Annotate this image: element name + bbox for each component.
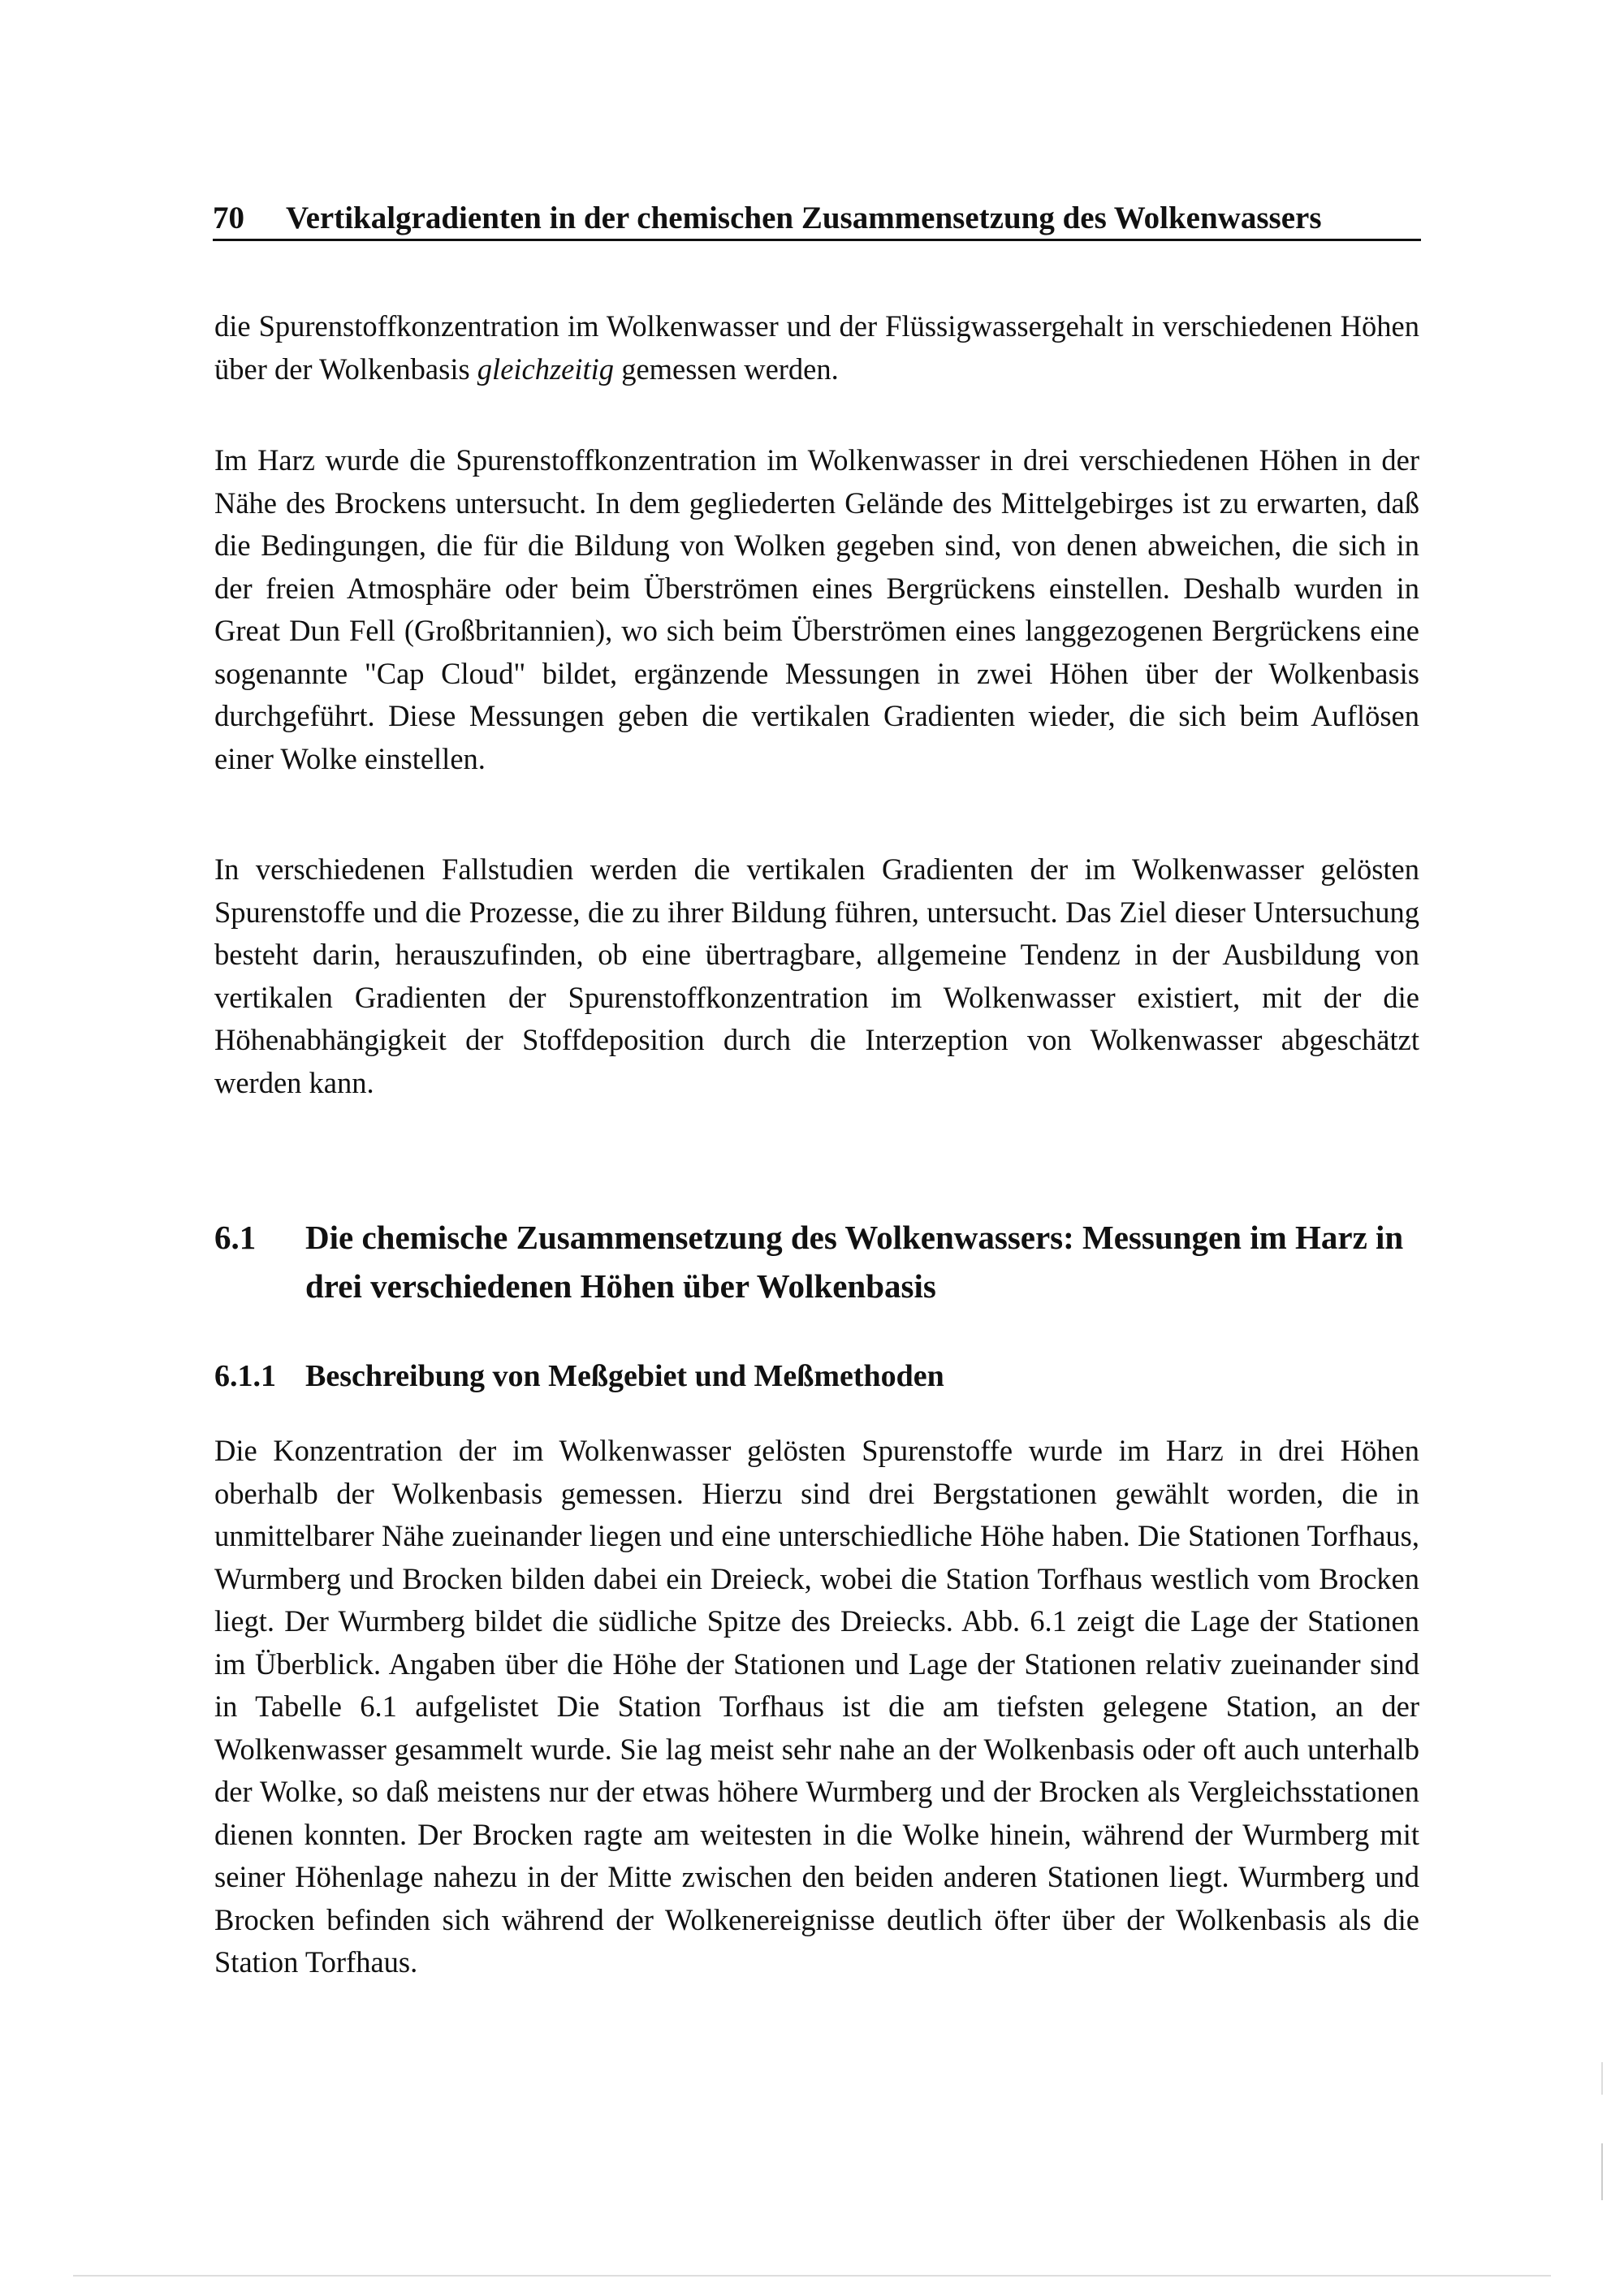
section-title: Die chemische Zusammensetzung des Wolkenwassers: Messungen im Harz in drei verschiedenen Höhen über Wolkenbasis [305, 1219, 1404, 1305]
page-number: 70 [213, 201, 244, 235]
paragraph-1-text-b: gemessen werden. [614, 352, 839, 386]
subsection-title: Beschreibung von Meßgebiet und Meßmethoden [305, 1359, 944, 1393]
paragraph-4: Die Konzentration der im Wolkenwasser gelösten Spurenstoffe wurde im Harz in drei Höhen oberhalb der Wolkenbasis gemessen. Hierzu sind drei Bergstationen gewählt worden, die in unmittelbarer Nähe zueinander liegen und eine unterschiedliche Höhe haben. Die Stationen Torfhaus, Wurmberg und Brocken bilden dabei ein Dreieck, wobei die Station Torfhaus westlich vom Brocken liegt. Der Wurmberg bildet die südliche Spitze des Dreiecks. Abb. 6.1 zeigt die Lage der Stationen im Überblick. Angaben über die Höhe der Stationen und Lage der Stationen relativ zueinander sind in Tabelle 6.1 aufgelistet Die Station Torfhaus ist die am tiefsten gelegene Station, an der Wolkenwasser gesammelt wurde. Sie lag meist sehr nahe an der Wolkenbasis oder oft auch unterhalb der Wolke, so daß meistens nur der etwas höhere Wurmberg und der Brocken als Vergleichsstationen dienen konnten. Der Brocken ragte am weitesten in die Wolke hinein, während der Wurmberg mit seiner Höhenlage nahezu in der Mitte zwischen den beiden anderen Stationen liegt. Wurmberg und Brocken befinden sich während der Wolkenereignisse deutlich öfter über der Wolkenbasis als die Station Torfhaus. [214, 1434, 1419, 1979]
scan-artifact [1601, 2143, 1603, 2200]
paragraph-1 [214, 305, 1419, 391]
paragraph-1-text-a: die Spurenstoffkonzentration im Wolkenwasser und der Flüssigwassergehalt in verschiedenen Höhen über der Wolkenbasis [214, 309, 1419, 386]
paragraph-2: Im Harz wurde die Spurenstoffkonzentration im Wolkenwasser in drei verschiedenen Höhen in der Nähe des Brockens untersucht. In dem gegliederten Gelände des Mittelgebirges ist zu erwarten, daß die Bedingungen, die für die Bildung von Wolken gegeben sind, von denen abweichen, die sich in der freien Atmosphäre oder beim Überströmen eines Bergrückens einstellen. Deshalb wurden in Great Dun Fell (Großbritannien), wo sich beim Überströmen eines langgezogenen Bergrückens eine sogenannte "Cap Cloud" bildet, ergänzende Messungen in zwei Höhen über der Wolkenbasis durchgeführt. Diese Messungen geben die vertikalen Gradienten wieder, die sich beim Auflösen einer Wolke einstellen. [214, 443, 1419, 775]
scan-artifact [1601, 2062, 1603, 2095]
running-title: Vertikalgradienten in der chemischen Zusammensetzung des Wolkenwassers [286, 201, 1322, 235]
subsection-number: 6.1.1 [214, 1359, 276, 1393]
section-number: 6.1 [214, 1219, 257, 1256]
running-header [213, 192, 1421, 241]
section-heading [214, 1213, 1424, 1310]
subsection-heading [214, 1354, 1424, 1398]
paragraph-3: In verschiedenen Fallstudien werden die vertikalen Gradienten der im Wolkenwasser gelösten Spurenstoffe und die Prozesse, die zu ihrer Bildung führen, untersucht. Das Ziel dieser Untersuchung besteht darin, herauszufinden, ob eine übertragbare, allgemeine Tendenz in der Ausbildung von vertikalen Gradienten der Spurenstoffkonzentration im Wolkenwasser existiert, mit der die Höhenabhängigkeit der Stoffdeposition durch die Interzeption von Wolkenwasser abgeschätzt werden kann. [214, 852, 1419, 1099]
paragraph-1-italic: gleichzeitig [477, 352, 615, 386]
scan-artifact [73, 2275, 1551, 2277]
